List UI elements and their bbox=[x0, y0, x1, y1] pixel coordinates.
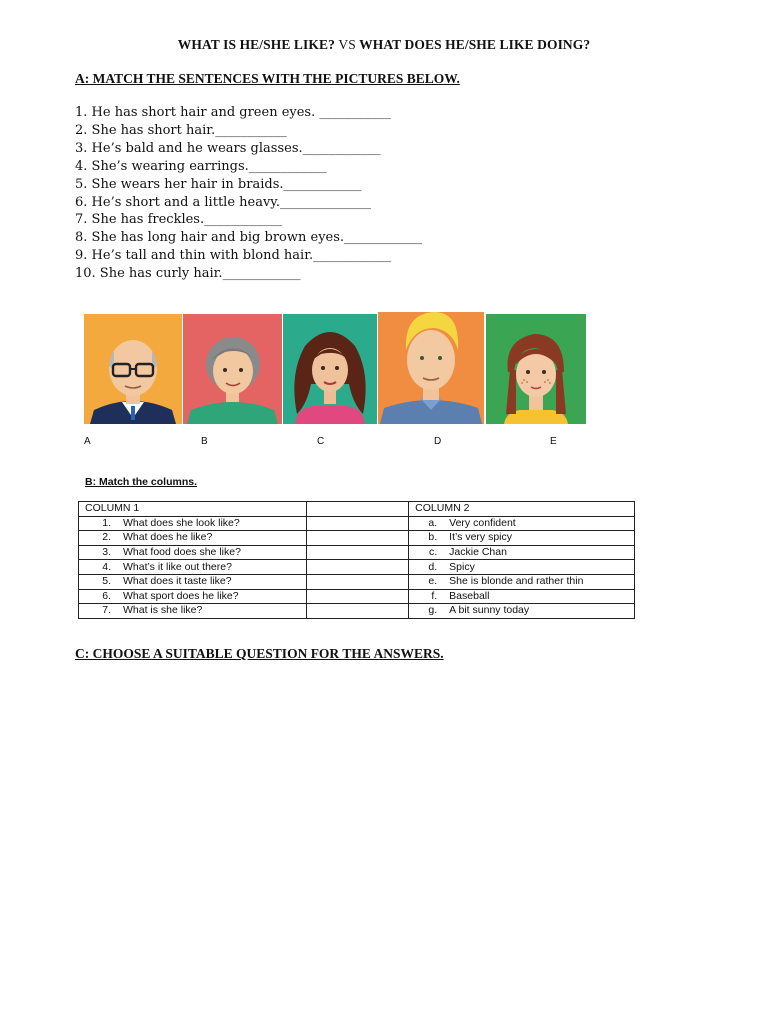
sentence-item: 4. She’s wearing earrings.____________ bbox=[75, 158, 327, 174]
match-columns-table bbox=[78, 501, 635, 619]
row-letter: a. bbox=[428, 516, 438, 529]
table-row bbox=[79, 545, 635, 560]
question-text: What does she look like? bbox=[123, 516, 240, 529]
portrait-a bbox=[84, 314, 182, 424]
row-number: 6. bbox=[102, 589, 111, 602]
sentence-item: 8. She has long hair and big brown eyes.____________ bbox=[75, 230, 423, 246]
table-header-row bbox=[79, 502, 635, 517]
row-number: 3. bbox=[102, 546, 111, 559]
row-letter: e. bbox=[428, 575, 438, 588]
row-letter: b. bbox=[428, 531, 438, 544]
portrait-strip bbox=[84, 304, 588, 424]
answer-text: Spicy bbox=[449, 560, 475, 573]
worksheet-title bbox=[0, 37, 768, 53]
answer-blank-cell bbox=[306, 560, 408, 575]
answer-blank-cell bbox=[306, 574, 408, 589]
row-number: 1. bbox=[102, 516, 111, 529]
answer-text: She is blonde and rather thin bbox=[449, 575, 584, 588]
title-vs: VS bbox=[338, 37, 356, 52]
row-number: 4. bbox=[102, 560, 111, 573]
sentence-item: 9. He’s tall and thin with blond hair.____________ bbox=[75, 248, 392, 264]
table-row bbox=[79, 516, 635, 531]
sentence-list bbox=[75, 104, 422, 283]
table-row bbox=[79, 589, 635, 604]
portrait-d bbox=[378, 304, 484, 424]
picture-label-a: A bbox=[84, 436, 91, 447]
answer-text: Jackie Chan bbox=[449, 546, 507, 559]
column-2-header: COLUMN 2 bbox=[409, 502, 635, 517]
answer-blank-cell bbox=[306, 604, 408, 619]
picture-label-b: B bbox=[201, 436, 208, 447]
portrait-b bbox=[183, 314, 282, 424]
title-part-1: WHAT IS HE/SHE LIKE? bbox=[177, 37, 335, 52]
question-text: What does he like? bbox=[123, 531, 213, 544]
table-row bbox=[79, 560, 635, 575]
answer-blank-cell bbox=[306, 516, 408, 531]
question-text: What does it taste like? bbox=[123, 575, 232, 588]
table-row bbox=[79, 574, 635, 589]
table-row bbox=[79, 531, 635, 546]
answer-text: It’s very spicy bbox=[449, 531, 512, 544]
answer-blank-cell bbox=[306, 502, 408, 517]
row-letter: d. bbox=[428, 560, 438, 573]
row-letter: f. bbox=[431, 589, 438, 602]
answer-blank-cell bbox=[306, 589, 408, 604]
sentence-item: 5. She wears her hair in braids.____________ bbox=[75, 176, 362, 192]
column-1-header: COLUMN 1 bbox=[79, 502, 307, 517]
sentence-item: 2. She has short hair.___________ bbox=[75, 122, 287, 138]
sentence-item: 3. He’s bald and he wears glasses.____________ bbox=[75, 140, 381, 156]
row-number: 5. bbox=[102, 575, 111, 588]
row-letter: c. bbox=[429, 546, 438, 559]
answer-text: A bit sunny today bbox=[449, 604, 530, 617]
row-number: 2. bbox=[102, 531, 111, 544]
picture-labels bbox=[0, 436, 768, 450]
picture-label-e: E bbox=[550, 436, 557, 447]
question-text: What sport does he like? bbox=[123, 589, 239, 602]
picture-label-d: D bbox=[434, 436, 442, 447]
section-c-heading: C: CHOOSE A SUITABLE QUESTION FOR THE ANSWERS. bbox=[75, 646, 444, 661]
section-a-heading: A: MATCH THE SENTENCES WITH THE PICTURES BELOW. bbox=[75, 71, 460, 86]
section-b-heading: B: Match the columns. bbox=[85, 476, 198, 488]
table-row bbox=[79, 604, 635, 619]
question-text: What food does she like? bbox=[123, 546, 241, 559]
picture-label-c: C bbox=[317, 436, 325, 447]
sentence-item: 6. He’s short and a little heavy.______________ bbox=[75, 194, 372, 210]
sentence-item: 7. She has freckles.____________ bbox=[75, 212, 283, 228]
answer-blank-cell bbox=[306, 531, 408, 546]
answer-blank-cell bbox=[306, 545, 408, 560]
portrait-c bbox=[283, 314, 377, 424]
row-letter: g. bbox=[428, 604, 438, 617]
question-text: What’s it like out there? bbox=[123, 560, 232, 573]
sentence-item: 10. She has curly hair.____________ bbox=[75, 266, 301, 282]
sentence-item: 1. He has short hair and green eyes. ___________ bbox=[75, 105, 391, 120]
question-text: What is she like? bbox=[123, 604, 203, 617]
row-number: 7. bbox=[102, 604, 111, 617]
title-part-2: WHAT DOES HE/SHE LIKE DOING? bbox=[359, 37, 591, 52]
answer-text: Baseball bbox=[449, 589, 490, 602]
portrait-e bbox=[486, 314, 586, 424]
answer-text: Very confident bbox=[449, 516, 516, 529]
